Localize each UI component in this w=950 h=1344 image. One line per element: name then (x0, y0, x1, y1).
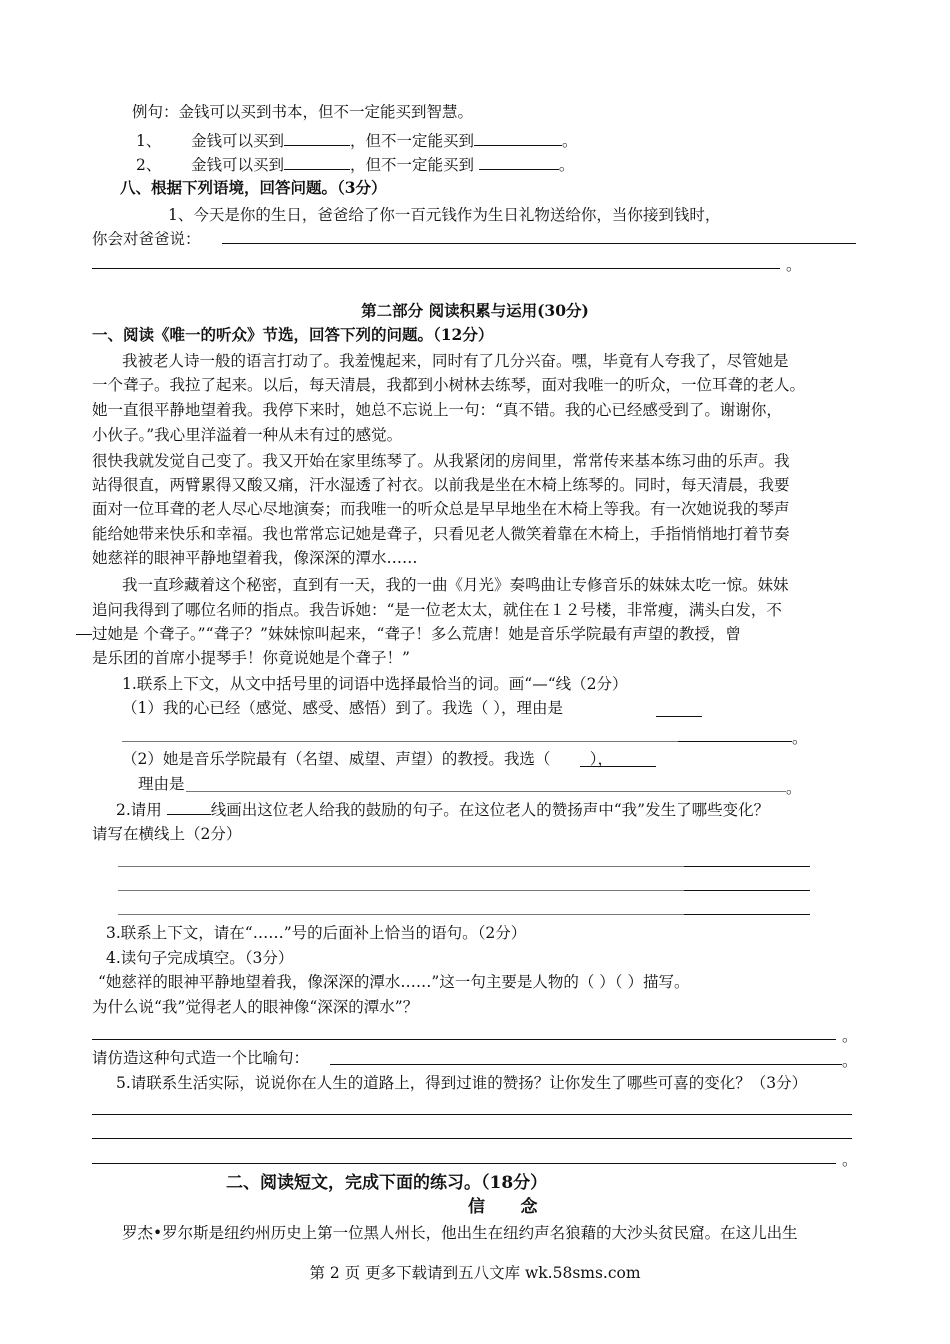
answer-line[interactable] (118, 866, 684, 867)
passage-line: 能给她带来快乐和幸福。我也常常忘记她是聋子，只看见老人微笑着靠在木椅上，手指悄悄地打着节奏 (92, 525, 790, 543)
margin-mark (76, 634, 92, 635)
answer-line[interactable] (92, 1163, 836, 1164)
passage-line: 她慈祥的眼神平静地望着我，像深深的潭水…… (92, 549, 418, 567)
passage-line: 站得很直，两臂累得又酸又痛，汗水湿透了衬衣。以前我是坐在木椅上练琴的。同时，每天清晨，我要 (92, 476, 790, 494)
item-text-a: 金钱可以买到 (190, 132, 284, 150)
question-5: 5.请联系生活实际，说说你在人生的道路上，得到过谁的赞扬？让你发生了哪些可喜的变化？（3分） (116, 1074, 808, 1092)
answer-line[interactable] (92, 1114, 852, 1115)
answer-line[interactable] (92, 1138, 852, 1139)
story-title: 信 念 (468, 1197, 538, 1217)
example-sentence: 例句：金钱可以买到书本，但不一定能买到智慧。 (132, 103, 474, 121)
question-1-2: （2）她是音乐学院最有（名望、威望、声望）的教授。我选（ ）， (122, 750, 614, 768)
answer-line[interactable] (684, 914, 810, 915)
item-text-b: ，但不一定能买到 (349, 156, 474, 174)
fill-item-2: 2、 金钱可以买到 ，但不一定能买到 。 (136, 153, 574, 176)
passage-line: 过她是 个聋子。”“聋子？”妹妹惊叫起来，“聋子！多么荒唐！她是音乐学院最有声望的教授，曾 (92, 625, 741, 643)
passage-line: 我被老人诗一般的语言打动了。我羞愧起来，同时有了几分兴奋。嘿，毕竟有人夸我了，尽管她是 (122, 352, 789, 370)
blank[interactable] (284, 153, 350, 170)
passage-line: 她一直很平静地望着我。我停下来时，她总不忘说上一句：“真不错。我的心已经感受到了。谢谢你， (92, 401, 782, 419)
blank[interactable] (284, 129, 350, 146)
blank[interactable] (167, 798, 211, 815)
answer-line[interactable] (186, 791, 786, 792)
passage-line: 面对一位耳聋的老人尽心尽地演奏；而我唯一的听众总是早早地坐在木椅上等我。有一次她说我的琴声 (92, 500, 790, 518)
answer-line[interactable] (684, 890, 810, 891)
answer-line[interactable] (92, 1039, 836, 1040)
blank[interactable] (479, 153, 559, 170)
blank[interactable] (474, 129, 562, 146)
story-line: 罗杰•罗尔斯是纽约州历史上第一位黑人州长，他出生在纽约声名狼藉的大沙头贫民窟。在这儿出生 (122, 1224, 798, 1242)
question-4: 4.读句子完成填空。（3分） (106, 949, 294, 967)
question-1-1: （1）我的心已经（感觉、感受、感悟）到了。我选（ ），理由是 (122, 699, 564, 717)
answer-line[interactable] (122, 741, 678, 742)
question-8-line2: 你会对爸爸说： (92, 230, 201, 248)
answer-line[interactable] (330, 1064, 842, 1065)
section2-title: 二、阅读短文，完成下面的练习。（18分） (226, 1173, 548, 1193)
question-8-line1: 1、今天是你的生日，爸爸给了你一百元钱作为生日礼物送给你，当你接到钱时， (168, 206, 721, 224)
answer-line[interactable] (678, 741, 792, 742)
question-4-3: 请仿造这种句式造一个比喻句： (92, 1049, 310, 1067)
answer-line[interactable] (656, 716, 702, 717)
passage-line: 我一直珍藏着这个秘密，直到有一天，我的一曲《月光》奏鸣曲让专修音乐的妹妹太吃一惊。妹妹 (122, 576, 789, 594)
page-footer: 第 2 页 更多下载请到五八文库 wk.58sms.com (309, 1264, 641, 1282)
question-3: 3.联系上下文，请在“……”号的后面补上恰当的语句。（2分） (106, 924, 527, 942)
answer-line[interactable] (580, 766, 656, 767)
answer-line[interactable] (92, 268, 780, 269)
passage-line: 小伙子。”我心里洋溢着一种从未有过的感觉。 (92, 426, 403, 444)
question-4-1: “她慈祥的眼神平静地望着我，像深深的潭水……”这一句主要是人物的（ ）（ ）描写。 (98, 973, 690, 991)
passage-line: 很快我就发觉自己变了。我又开始在家里练琴了。从我紧闭的房间里，常常传来基本练习曲的乐声。我 (92, 452, 790, 470)
item-number: 2、 (136, 156, 162, 174)
item-text-a: 金钱可以买到 (190, 156, 284, 174)
question-1-2-reason: 理由是 (138, 775, 185, 793)
question-2: 2.请用 线画出这位老人给我的鼓励的句子。在这位老人的赞扬声中“我”发生了哪些变化？ (116, 798, 769, 821)
answer-line[interactable] (118, 890, 684, 891)
question-1: 1.联系上下文，从文中括号里的词语中选择最恰当的词。画“—“线（2分） (122, 675, 628, 693)
question-2-instruction: 请写在横线上（2分） (92, 825, 242, 843)
answer-line[interactable] (118, 914, 684, 915)
passage-line: 一个聋子。我拉了起来。以后，每天清晨，我都到小树林去练琴，面对我唯一的听众，一位耳聋的老人。 (92, 376, 806, 394)
question-8-title: 八、根据下列语境，回答问题。（3分） (120, 178, 387, 197)
answer-line[interactable] (222, 243, 856, 244)
item-text-b: ，但不一定能买到 (349, 132, 474, 150)
question-4-2: 为什么说“我”觉得老人的眼神像“深深的潭水”？ (92, 998, 419, 1016)
section1-title: 一、阅读《唯一的听众》节选，回答下列的问题。（12分） (92, 325, 494, 344)
passage-line: 是乐团的首席小提琴手！你竟说她是个聋子！” (92, 649, 410, 667)
item-number: 1、 (136, 132, 162, 150)
answer-line[interactable] (684, 866, 810, 867)
passage-line: 追问我得到了哪位名师的指点。我告诉她：“是一位老太太，就住在１２号楼，非常瘦，满头白发，不 (92, 601, 782, 619)
part2-title: 第二部分 阅读积累与运用(30分) (361, 301, 589, 320)
fill-item-1: 1、 金钱可以买到 ，但不一定能买到 。 (136, 129, 578, 152)
